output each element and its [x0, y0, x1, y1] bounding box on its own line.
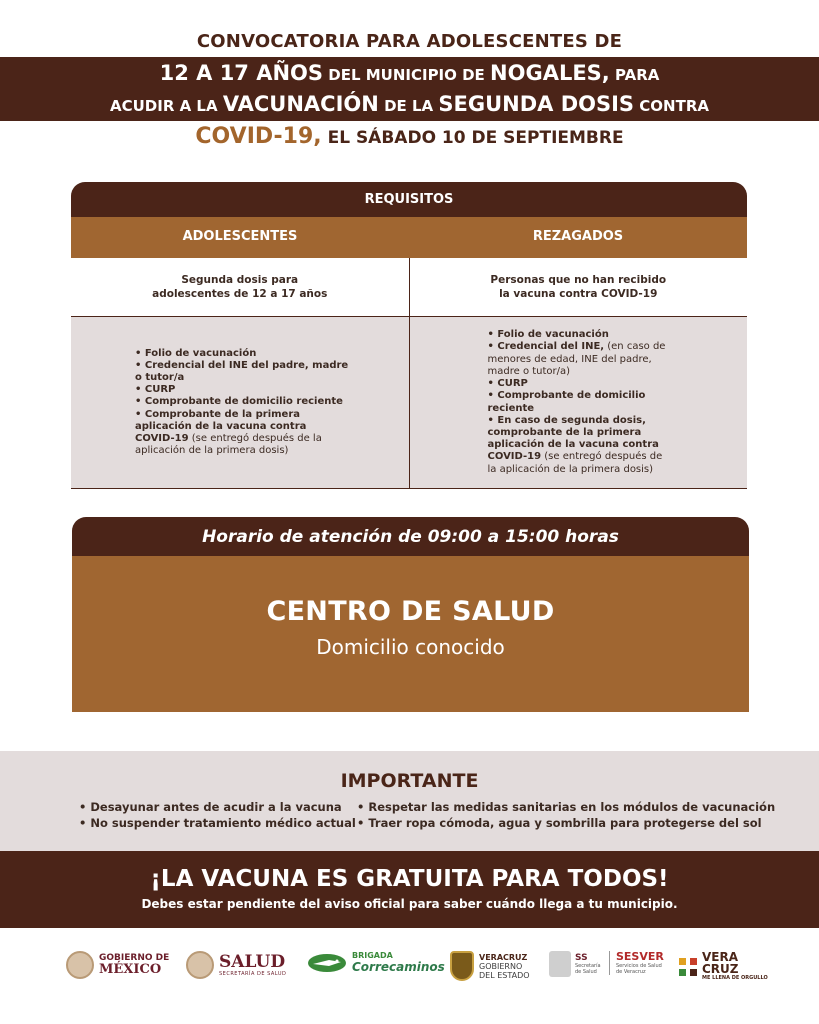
veracruz-gob-line-3: DEL ESTADO — [479, 970, 530, 980]
list-item: • Comprobante de domicilio reciente — [487, 390, 646, 414]
free-vaccine-title: ¡LA VACUNA ES GRATUITA PARA TODOS! — [150, 866, 669, 892]
ss-logo-line-3: de Salud — [575, 969, 597, 975]
list-item: • Comprobante de domicilio reciente — [135, 396, 343, 408]
important-title: IMPORTANTE — [340, 770, 479, 792]
description-rezagados-line-2: la vacuna contra COVID-19 — [499, 288, 658, 300]
header-line-3-mid: DE LA — [378, 97, 439, 115]
brigada-correcaminos-logo — [307, 951, 445, 974]
description-rezagados — [410, 258, 748, 316]
important-right-column — [357, 799, 775, 831]
salud-logo-subtitle: SECRETARÍA DE SALUD — [219, 971, 287, 977]
list-item-note: (en caso de menores de edad, INE del padre, madre o tutor/a) — [487, 341, 666, 377]
header-line-3-end: CONTRA — [634, 97, 709, 115]
veracruz-gobierno-logo — [450, 951, 530, 981]
description-adolescentes-line-1: Segunda dosis para — [181, 274, 299, 286]
list-item: • Folio de vacunación — [487, 329, 609, 341]
list-item: • Traer ropa cómoda, agua y sombrilla para protegerse del sol — [357, 816, 762, 830]
important-section — [0, 751, 819, 851]
salud-logo-title: SALUD — [219, 952, 286, 972]
list-item-bold: • En caso de segunda dosis, comprobante de la primera aplicación de la vacuna contra COVID-19 — [487, 414, 659, 463]
header-date: EL SÁBADO 10 DE SEPTIEMBRE — [321, 128, 624, 148]
requirements-table — [71, 182, 747, 489]
header-ages: 12 A 17 AÑOS — [159, 61, 324, 85]
header-line-3-start: ACUDIR A LA — [109, 97, 223, 115]
brigada-logo-line-2: Correcaminos — [352, 960, 445, 974]
location-name: CENTRO DE SALUD — [266, 596, 555, 627]
list-item — [135, 409, 349, 458]
header-line-2-end: PARA — [609, 66, 660, 84]
veracruz-gob-line-1: VERACRUZ — [479, 952, 528, 962]
schedule-hours: Horario de atención de 09:00 a 15:00 horas — [72, 517, 749, 556]
gobierno-logo-line-1: GOBIERNO DE — [99, 953, 170, 963]
ss-logo — [549, 951, 601, 977]
veracruz-brand-logo — [677, 951, 768, 982]
location-panel — [72, 556, 749, 712]
list-item — [488, 341, 668, 378]
logo-strip — [0, 945, 819, 995]
header-line-4 — [0, 124, 819, 149]
description-adolescentes — [71, 258, 410, 316]
free-vaccine-banner — [0, 851, 819, 928]
list-adolescentes — [71, 317, 410, 488]
schedule-box — [72, 517, 749, 712]
header-line-2 — [0, 61, 819, 85]
veracruz-brand-tagline: ME LLENA DE ORGULLO — [702, 975, 768, 981]
requirements-description-row — [71, 258, 747, 317]
pattern-icon — [677, 956, 699, 978]
veracruz-brand-line-1: VERA — [702, 950, 739, 964]
header-line-3 — [0, 92, 819, 116]
list-item — [488, 415, 668, 476]
list-item: • CURP — [487, 378, 528, 390]
list-item-bold: • Credencial del INE, — [487, 341, 605, 353]
ss-logo-title: SS — [575, 953, 588, 963]
list-item-note: (se entregó después de la aplicación de la primera dosis) — [135, 433, 322, 457]
list-item: • Desayunar antes de acudir a la vacuna — [79, 800, 342, 814]
gobierno-logo-line-2: MÉXICO — [99, 962, 162, 977]
eagle-seal-icon — [186, 951, 214, 979]
sesver-logo-title: SESVER — [616, 950, 664, 963]
requirements-list-row — [71, 317, 747, 489]
list-item: • Credencial del INE del padre, madre o tutor/a — [135, 359, 349, 383]
brigada-logo-line-1: BRIGADA — [352, 951, 393, 960]
column-header-rezagados: REZAGADOS — [532, 229, 624, 244]
veracruz-brand-line-2: CRUZ — [702, 962, 739, 976]
list-item: • Folio de vacunación — [135, 347, 257, 359]
header-covid: COVID-19, — [195, 124, 322, 149]
sesver-logo-line-2: Servicios de Salud — [616, 963, 662, 969]
state-seal-icon — [549, 951, 571, 977]
eagle-seal-icon — [66, 951, 94, 979]
requirements-title: REQUISITOS — [71, 182, 747, 217]
sesver-logo-line-3: de Veracruz — [616, 969, 646, 975]
gobierno-mexico-logo — [66, 951, 169, 979]
ss-logo-line-2: Secretaría — [575, 963, 601, 969]
header-line-2-mid: DEL MUNICIPIO DE — [323, 66, 491, 84]
description-adolescentes-line-2: adolescentes de 12 a 17 años — [152, 288, 328, 300]
roadrunner-icon — [307, 952, 347, 974]
important-left-column — [79, 799, 356, 831]
header — [0, 0, 819, 160]
header-vaccination: VACUNACIÓN — [222, 92, 379, 116]
sesver-logo — [609, 951, 664, 975]
state-shield-icon — [450, 951, 474, 981]
requirements-column-headers — [71, 217, 747, 258]
header-municipality: NOGALES, — [490, 61, 610, 85]
description-rezagados-line-1: Personas que no han recibido — [490, 274, 667, 286]
veracruz-gob-line-2: GOBIERNO — [479, 961, 523, 971]
list-item: • No suspender tratamiento médico actual — [79, 816, 356, 830]
list-item: • CURP — [135, 384, 176, 396]
free-vaccine-subtitle: Debes estar pendiente del aviso oficial para saber cuándo llega a tu municipio. — [141, 897, 678, 911]
header-second-dose: SEGUNDA DOSIS — [438, 92, 635, 116]
header-line-1: CONVOCATORIA PARA ADOLESCENTES DE — [196, 31, 623, 52]
list-item: • Respetar las medidas sanitarias en los módulos de vacunación — [357, 800, 776, 814]
location-address: Domicilio conocido — [316, 635, 505, 659]
list-rezagados — [410, 317, 748, 488]
list-item-bold: • Comprobante de la primera aplicación de la vacuna contra COVID-19 — [135, 408, 307, 444]
column-header-adolescentes: ADOLESCENTES — [182, 229, 298, 244]
salud-logo — [186, 951, 286, 979]
list-item-note: (se entregó después de la aplicación de la primera dosis) — [487, 451, 663, 475]
